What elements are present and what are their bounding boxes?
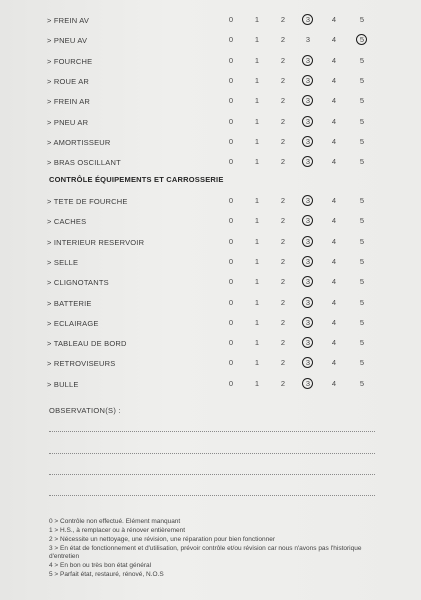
rating-option-3[interactable]: 3 xyxy=(301,237,315,246)
rating-option-4[interactable]: 4 xyxy=(331,378,337,388)
rating-option-0[interactable]: 0 xyxy=(228,378,234,388)
rating-option-2[interactable]: 2 xyxy=(280,116,286,126)
rating-option-0[interactable]: 0 xyxy=(228,358,234,368)
rating-option-1[interactable]: 1 xyxy=(254,35,260,45)
checklist-label: > TABLEAU DE BORD xyxy=(47,339,127,349)
rating-option-5[interactable]: 5 xyxy=(359,236,365,246)
selected-rating-circle xyxy=(302,337,313,348)
checklist-row xyxy=(0,95,421,115)
rating-option-5[interactable]: 5 xyxy=(359,317,365,327)
checklist-label: > PNEU AV xyxy=(47,36,88,46)
rating-option-3[interactable]: 3 xyxy=(301,338,315,347)
rating-option-2[interactable]: 2 xyxy=(280,55,286,65)
selected-rating-circle xyxy=(302,136,313,147)
rating-option-3[interactable]: 3 xyxy=(301,216,315,225)
rating-option-4[interactable]: 4 xyxy=(331,317,337,327)
rating-option-3[interactable]: 3 xyxy=(301,298,315,307)
rating-option-2[interactable]: 2 xyxy=(280,236,286,246)
observation-title: OBSERVATION(S) : xyxy=(49,406,121,415)
rating-option-2[interactable]: 2 xyxy=(280,136,286,146)
rating-option-1[interactable]: 1 xyxy=(254,338,260,348)
rating-option-0[interactable]: 0 xyxy=(228,75,234,85)
rating-option-2[interactable]: 2 xyxy=(280,338,286,348)
rating-option-0[interactable]: 0 xyxy=(228,216,234,226)
rating-option-2[interactable]: 2 xyxy=(280,15,286,24)
section-title: CONTRÔLE ÉQUIPEMENTS ET CARROSSERIE xyxy=(49,175,224,184)
checklist-row xyxy=(0,337,421,357)
checklist-row xyxy=(0,55,421,75)
rating-option-4[interactable]: 4 xyxy=(331,75,337,85)
rating-option-3[interactable]: 3 xyxy=(301,137,315,146)
checklist-row xyxy=(0,357,421,377)
rating-option-2[interactable]: 2 xyxy=(280,96,286,106)
selected-rating-circle xyxy=(302,95,313,106)
rating-option-5[interactable]: 5 xyxy=(359,277,365,287)
checklist-label: > PNEU AR xyxy=(47,117,89,127)
rating-option-3[interactable]: 3 xyxy=(305,35,311,45)
rating-option-3[interactable]: 3 xyxy=(301,157,315,166)
selected-rating-circle xyxy=(302,55,313,66)
checklist-row xyxy=(0,215,421,235)
checklist-row xyxy=(0,34,421,54)
selected-rating-circle xyxy=(302,276,313,287)
legend-item: 1 > H.S., à remplacer ou à rénover entièrement xyxy=(49,527,186,534)
selected-rating-circle xyxy=(302,236,313,247)
rating-option-3[interactable]: 3 xyxy=(301,56,315,65)
rating-option-1[interactable]: 1 xyxy=(254,55,260,65)
checklist-label: > BATTERIE xyxy=(47,298,92,308)
checklist-label: > BRAS OSCILLANT xyxy=(47,158,121,168)
checklist-row xyxy=(0,317,421,337)
checklist-row xyxy=(0,136,421,156)
observation-line[interactable] xyxy=(49,474,375,475)
rating-option-3[interactable]: 3 xyxy=(301,358,315,367)
rating-option-2[interactable]: 2 xyxy=(280,277,286,287)
rating-option-1[interactable]: 1 xyxy=(254,136,260,146)
rating-option-1[interactable]: 1 xyxy=(254,256,260,266)
rating-option-4[interactable]: 4 xyxy=(331,116,337,126)
checklist-row xyxy=(0,116,421,136)
checklist-row xyxy=(0,195,421,215)
checklist-label: > CACHES xyxy=(47,217,87,227)
rating-option-1[interactable]: 1 xyxy=(254,15,260,24)
selected-rating-circle xyxy=(302,357,313,368)
checklist-label: > FREIN AR xyxy=(47,97,91,107)
checklist-row xyxy=(0,156,421,176)
rating-option-3[interactable]: 3 xyxy=(301,379,315,388)
checklist-label: > INTERIEUR RESERVOIR xyxy=(47,237,145,247)
checklist-row xyxy=(0,236,421,256)
checklist-label: > ECLAIRAGE xyxy=(47,318,99,328)
selected-rating-circle xyxy=(302,14,313,25)
selected-rating-circle xyxy=(302,378,313,389)
rating-option-1[interactable]: 1 xyxy=(254,216,260,226)
rating-option-2[interactable]: 2 xyxy=(280,196,286,205)
rating-option-0[interactable]: 0 xyxy=(228,196,234,205)
rating-option-0[interactable]: 0 xyxy=(228,256,234,266)
checklist-label: > AMORTISSEUR xyxy=(47,137,111,147)
rating-option-2[interactable]: 2 xyxy=(280,75,286,85)
legend-item: 4 > En bon ou très bon état général xyxy=(49,562,152,569)
selected-rating-circle xyxy=(302,195,313,206)
observation-line[interactable] xyxy=(49,453,375,454)
selected-rating-circle xyxy=(356,34,367,45)
selected-rating-circle xyxy=(302,156,313,167)
rating-option-5[interactable]: 5 xyxy=(359,96,365,106)
rating-option-5[interactable]: 5 xyxy=(359,256,365,266)
rating-option-5[interactable]: 5 xyxy=(359,116,365,126)
rating-option-0[interactable]: 0 xyxy=(228,15,234,24)
rating-option-0[interactable]: 0 xyxy=(228,96,234,106)
selected-rating-circle xyxy=(302,256,313,267)
rating-option-2[interactable]: 2 xyxy=(280,157,286,167)
checklist-label: > BULLE xyxy=(47,379,79,389)
checklist-row xyxy=(0,297,421,317)
rating-option-3[interactable]: 3 xyxy=(301,257,315,266)
rating-option-5[interactable]: 5 xyxy=(359,196,365,205)
rating-option-3[interactable]: 3 xyxy=(301,117,315,126)
rating-option-2[interactable]: 2 xyxy=(280,35,286,45)
rating-option-4[interactable]: 4 xyxy=(331,297,337,307)
checklist-row xyxy=(0,256,421,276)
checklist-row xyxy=(0,75,421,95)
checklist-label: > TETE DE FOURCHE xyxy=(47,197,128,206)
rating-option-3[interactable]: 3 xyxy=(301,318,315,327)
checklist-label: > FREIN AV xyxy=(47,16,90,25)
rating-option-0[interactable]: 0 xyxy=(228,55,234,65)
rating-option-1[interactable]: 1 xyxy=(254,157,260,167)
selected-rating-circle xyxy=(302,215,313,226)
rating-option-1[interactable]: 1 xyxy=(254,96,260,106)
legend-item: 0 > Contrôle non effectué. Elément manquant xyxy=(49,518,181,525)
rating-option-5[interactable]: 5 xyxy=(359,338,365,348)
rating-option-4[interactable]: 4 xyxy=(331,196,337,205)
rating-option-4[interactable]: 4 xyxy=(331,216,337,226)
rating-option-4[interactable]: 4 xyxy=(331,277,337,287)
legend-item: 3 > En état de fonctionnement et d'utilisation, prévoir contrôle et/ou révision car nous n'avons pas l'historique d'entretien xyxy=(49,545,362,560)
observation-line[interactable] xyxy=(49,495,375,496)
legend-item: 2 > Nécessite un nettoyage, une révision, une réparation pour bien fonctionner xyxy=(49,536,276,543)
rating-option-0[interactable]: 0 xyxy=(228,317,234,327)
rating-option-1[interactable]: 1 xyxy=(254,297,260,307)
rating-option-4[interactable]: 4 xyxy=(331,338,337,348)
rating-option-1[interactable]: 1 xyxy=(254,196,260,205)
rating-option-5[interactable]: 5 xyxy=(359,75,365,85)
rating-option-0[interactable]: 0 xyxy=(228,157,234,167)
legend-item: 5 > Parfait état, restauré, rénové, N.O.S xyxy=(49,571,164,578)
checklist-label: > FOURCHE xyxy=(47,56,93,66)
rating-option-4[interactable]: 4 xyxy=(331,256,337,266)
rating-option-5[interactable]: 5 xyxy=(355,35,369,44)
rating-option-5[interactable]: 5 xyxy=(359,358,365,368)
rating-option-0[interactable]: 0 xyxy=(228,236,234,246)
rating-option-0[interactable]: 0 xyxy=(228,297,234,307)
checklist-label: > CLIGNOTANTS xyxy=(47,278,109,288)
rating-option-1[interactable]: 1 xyxy=(254,277,260,287)
rating-option-1[interactable]: 1 xyxy=(254,236,260,246)
checklist-row xyxy=(0,276,421,296)
rating-option-1[interactable]: 1 xyxy=(254,116,260,126)
rating-option-2[interactable]: 2 xyxy=(280,216,286,226)
rating-option-0[interactable]: 0 xyxy=(228,338,234,348)
rating-option-2[interactable]: 2 xyxy=(280,297,286,307)
selected-rating-circle xyxy=(302,116,313,127)
selected-rating-circle xyxy=(302,317,313,328)
rating-option-2[interactable]: 2 xyxy=(280,358,286,368)
rating-option-4[interactable]: 4 xyxy=(331,15,337,24)
selected-rating-circle xyxy=(302,75,313,86)
rating-option-0[interactable]: 0 xyxy=(228,277,234,287)
rating-option-5[interactable]: 5 xyxy=(359,378,365,388)
rating-option-3[interactable]: 3 xyxy=(301,15,315,24)
rating-option-1[interactable]: 1 xyxy=(254,378,260,388)
rating-option-1[interactable]: 1 xyxy=(254,317,260,327)
rating-option-3[interactable]: 3 xyxy=(301,277,315,286)
rating-option-4[interactable]: 4 xyxy=(331,358,337,368)
rating-option-0[interactable]: 0 xyxy=(228,116,234,126)
rating-option-3[interactable]: 3 xyxy=(301,76,315,85)
rating-option-0[interactable]: 0 xyxy=(228,136,234,146)
observation-line[interactable] xyxy=(49,431,375,432)
rating-option-1[interactable]: 1 xyxy=(254,75,260,85)
rating-option-5[interactable]: 5 xyxy=(359,297,365,307)
rating-option-4[interactable]: 4 xyxy=(331,236,337,246)
rating-option-4[interactable]: 4 xyxy=(331,157,337,167)
selected-rating-circle xyxy=(302,297,313,308)
rating-option-3[interactable]: 3 xyxy=(301,96,315,105)
rating-option-4[interactable]: 4 xyxy=(331,136,337,146)
rating-option-2[interactable]: 2 xyxy=(280,378,286,388)
rating-option-2[interactable]: 2 xyxy=(280,256,286,266)
rating-option-4[interactable]: 4 xyxy=(331,55,337,65)
checklist-label: > ROUE AR xyxy=(47,76,90,86)
rating-option-0[interactable]: 0 xyxy=(228,35,234,45)
rating-option-1[interactable]: 1 xyxy=(254,358,260,368)
rating-option-5[interactable]: 5 xyxy=(359,157,365,167)
rating-option-4[interactable]: 4 xyxy=(331,35,337,45)
checklist-label: > RETROVISEURS xyxy=(47,359,116,369)
rating-option-2[interactable]: 2 xyxy=(280,317,286,327)
checklist-row xyxy=(0,378,421,398)
rating-option-5[interactable]: 5 xyxy=(359,55,365,65)
rating-option-3[interactable]: 3 xyxy=(301,196,315,205)
rating-option-5[interactable]: 5 xyxy=(359,136,365,146)
rating-option-5[interactable]: 5 xyxy=(359,15,365,24)
rating-option-5[interactable]: 5 xyxy=(359,216,365,226)
rating-option-4[interactable]: 4 xyxy=(331,96,337,106)
checklist-row xyxy=(0,14,421,34)
checklist-label: > SELLE xyxy=(47,257,79,267)
